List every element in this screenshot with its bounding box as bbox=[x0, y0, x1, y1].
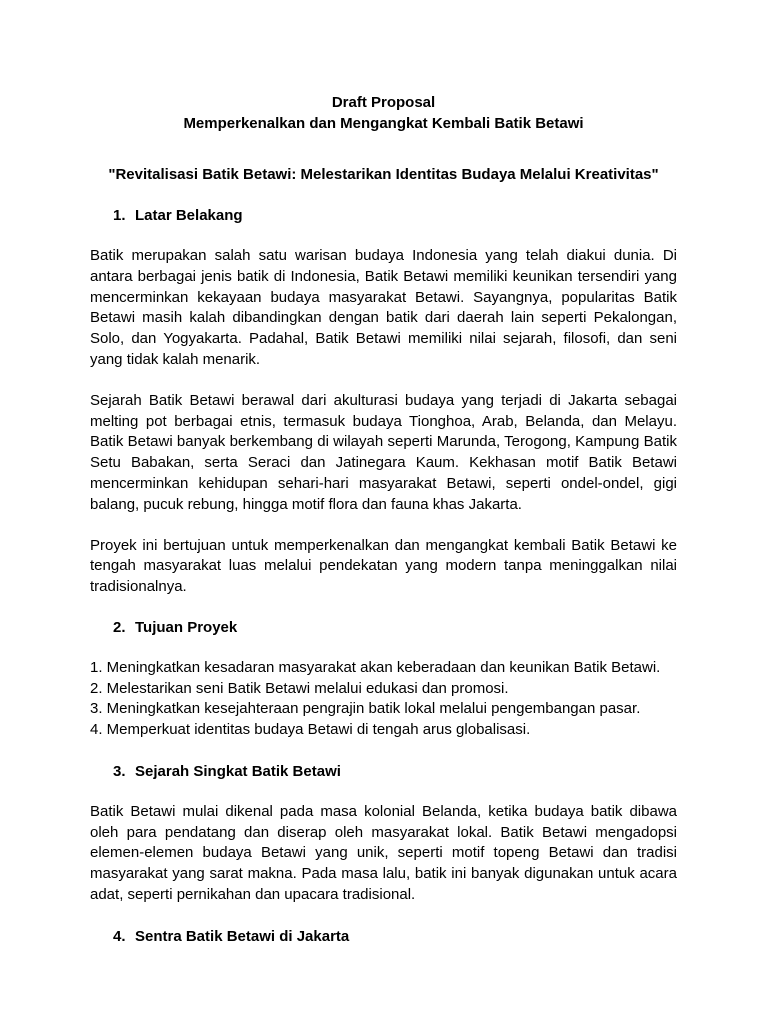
paragraph-latar-belakang-3: Proyek ini bertujuan untuk memperkenalkan dan mengangkat kembali Batik Betawi ke tengah masyarakat luas melalui pendekatan yang modern tanpa meninggalkan nilai tradisionalnya. bbox=[90, 536, 677, 596]
section-heading-sentra-batik bbox=[90, 926, 677, 947]
section-heading-tujuan-proyek bbox=[90, 617, 677, 638]
list-item: 3. Meningkatkan kesejahteraan pengrajin batik lokal melalui pengembangan pasar. bbox=[90, 700, 641, 718]
section-number: 4. bbox=[113, 927, 126, 945]
paragraph-latar-belakang-2: Sejarah Batik Betawi berawal dari akulturasi budaya yang terjadi di Jakarta sebagai melting pot berbagai etnis, termasuk budaya Tionghoa, Arab, Belanda, dan Melayu. Batik Betawi banyak berkembang di wilayah seperti Marunda, Terogong, Kampung Batik Setu Babakan, serta Seraci dan Jatinegara Kaum. Kekhasan motif Batik Betawi mencerminkan kehidupan sehari-hari masyarakat Betawi, seperti ondel-ondel, gigi balang, pucuk rebung, hingga motif flora dan fauna khas Jakarta. bbox=[90, 391, 677, 513]
document-subtitle: "Revitalisasi Batik Betawi: Melestarikan Identitas Budaya Melalui Kreativitas" bbox=[108, 166, 659, 183]
section-heading-text: Sentra Batik Betawi di Jakarta bbox=[135, 927, 350, 945]
title-block bbox=[90, 92, 677, 134]
list-item: 4. Memperkuat identitas budaya Betawi di tengah arus globalisasi. bbox=[90, 721, 531, 739]
paragraph-latar-belakang-1: Batik merupakan salah satu warisan budaya Indonesia yang telah diakui dunia. Di antara berbagai jenis batik di Indonesia, Batik Betawi memiliki keunikan tersendiri yang mencerminkan kekayaan budaya masyarakat Betawi. Sayangnya, popularitas Batik Betawi masih kalah dibandingkan dengan batik dari daerah lain seperti Pekalongan, Solo, dan Yogyakarta. Padahal, Batik Betawi memiliki nilai sejarah, filosofi, dan seni yang tidak kalah menarik. bbox=[90, 247, 677, 368]
paragraph-sejarah-singkat: Batik Betawi mulai dikenal pada masa kolonial Belanda, ketika budaya batik dibawa oleh para pendatang dan diserap oleh masyarakat lokal. Batik Betawi mengadopsi elemen-elemen budaya Betawi yang unik, seperti motif topeng Betawi dan tradisi masyarakat yang sarat makna. Pada masa lalu, batik ini banyak digunakan untuk acara adat, seperti pernikahan dan upacara tradisional. bbox=[90, 802, 677, 903]
section-heading-text: Tujuan Proyek bbox=[135, 618, 238, 636]
tujuan-list bbox=[90, 658, 677, 741]
list-item: 2. Melestarikan seni Batik Betawi melalui edukasi dan promosi. bbox=[90, 679, 509, 697]
section-number: 3. bbox=[113, 762, 126, 780]
section-number: 2. bbox=[113, 618, 126, 636]
document-main-title: Memperkenalkan dan Mengangkat Kembali Batik Betawi bbox=[183, 115, 584, 132]
section-heading-text: Latar Belakang bbox=[135, 207, 243, 224]
section-heading-text: Sejarah Singkat Batik Betawi bbox=[135, 762, 341, 780]
section-heading-latar-belakang bbox=[90, 205, 677, 226]
section-heading-sejarah-singkat bbox=[90, 761, 677, 782]
section-number: 1. bbox=[113, 207, 126, 224]
document-title: Draft Proposal bbox=[331, 94, 436, 111]
list-item: 1. Meningkatkan kesadaran masyarakat akan keberadaan dan keunikan Batik Betawi. bbox=[90, 658, 661, 676]
